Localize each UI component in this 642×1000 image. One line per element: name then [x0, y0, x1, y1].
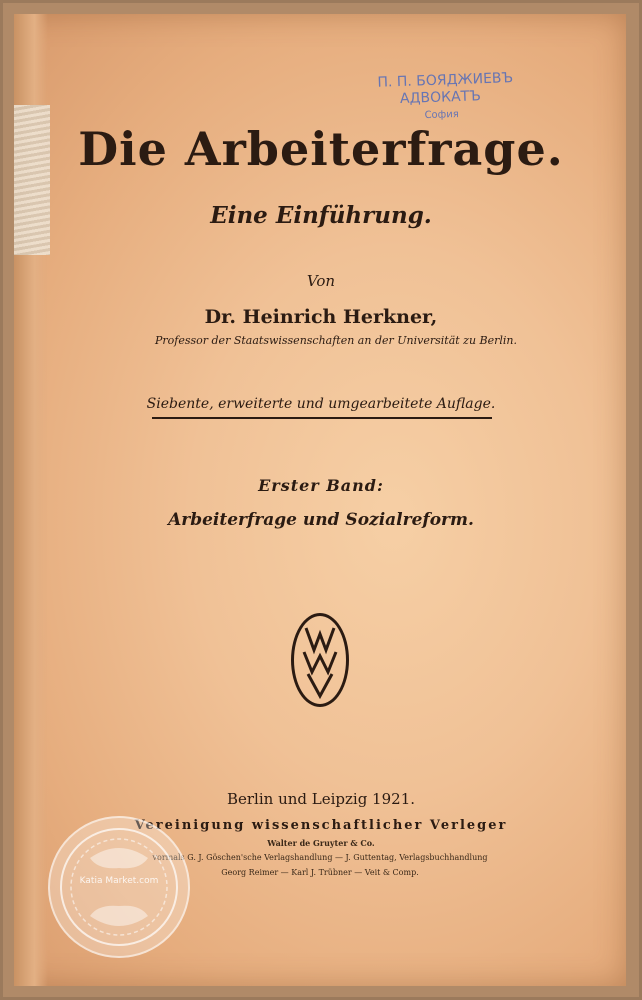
edition-underline [152, 417, 492, 419]
publisher-line-2: Walter de Gruyter & Co. [267, 838, 375, 848]
stamp-line-3: София [424, 108, 459, 122]
publisher-monogram-icon [291, 613, 349, 707]
author-title: Professor der Staatswissenschaften an der Universität zu Berlin. [154, 334, 518, 347]
watermark-text: Katia Market.com [79, 876, 159, 886]
author-name: Dr. Heinrich Herkner, [204, 306, 438, 328]
by-line: Von [306, 272, 336, 290]
book-subtitle: Eine Einführung. [210, 202, 432, 229]
monogram-v-top [306, 628, 334, 650]
stamp-line-1: П. П. БОЯДЖИЕВЪ [377, 70, 514, 91]
stamp-line-2: АДВОКАТЪ [399, 88, 482, 108]
watermark-ornament [50, 818, 188, 956]
publisher-line-4: Georg Reimer — Karl J. Trübner — Veit & Comp. [221, 868, 419, 877]
watermark-seal-icon [48, 816, 190, 958]
edition-statement: Siebente, erweiterte und umgearbeitete Auflage. [146, 396, 496, 412]
ownership-stamp [377, 69, 539, 126]
volume-title: Arbeiterfrage und Sozialreform. [168, 510, 474, 530]
book-title: Die Arbeiterfrage. [78, 122, 564, 176]
monogram-glyphs [294, 616, 346, 704]
monogram-w [304, 652, 336, 672]
publisher-line-3: vormals G. J. Göschen'sche Verlagshandlung — J. Guttentag, Verlagsbuchhandlung [152, 853, 488, 862]
place-and-year: Berlin und Leipzig 1921. [226, 790, 416, 808]
publisher-name: Vereinigung wissenschaftlicher Verleger [134, 818, 508, 833]
monogram-v-bottom [308, 674, 332, 696]
volume-label: Erster Band: [258, 476, 384, 495]
